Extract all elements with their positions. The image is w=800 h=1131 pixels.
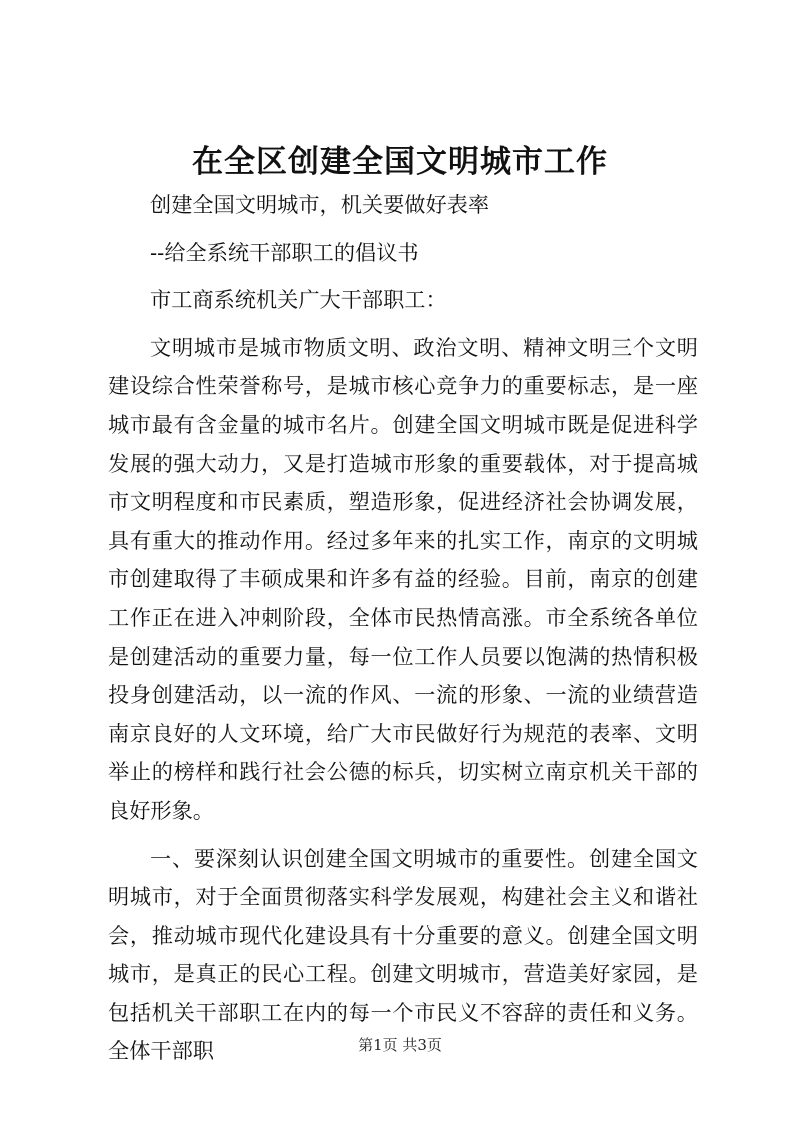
salutation: 市工商系统机关广大干部职工： — [150, 287, 447, 313]
spacer — [108, 272, 698, 281]
paragraph-1: 文明城市是城市物质文明、政治文明、精神文明三个文明建设综合性荣誉称号，是城市核心竞争力的重要标志，是一座城市最有含金量的城市名片。创建全国文明城市既是促进科学发展的强大动力，又是打造城市形象的重要载体，对于提高城市文明程度和市民素质，塑造形象，促进经济社会协调发展，具有重大的推动作用。经过多年来的扎实工作，南京的文明城市创建取得了丰硕成果和许多有益的经验。目前，南京的创建工作正在进入冲刺阶段，全体市民热情高涨。市全系统各单位是创建活动的重要力量，每一位工作人员要以饱满的热情积极投身创建活动，以一流的作风、一流的形象、一流的业绩营造南京良好的人文环境，给广大市民做好行为规范的表率、文明举止的榜样和践行社会公德的标兵，切实树立南京机关干部的良好形象。 — [108, 334, 698, 823]
document-title: 在全区创建全国文明城市工作 — [192, 144, 608, 180]
paragraph-2: 一、要深刻认识创建全国文明城市的重要性。创建全国文明城市，对于全面贯彻落实科学发展观，构建社会主义和谐社会，推动城市现代化建设具有十分重要的意义。创建全国文明城市，是真正的民心工程。创建文明城市，营造美好家园，是包括机关干部职工在内的每一个市民义不容辞的责任和义务。全体干部职 — [108, 845, 698, 1064]
spacer — [108, 320, 698, 329]
spacer — [108, 225, 698, 234]
spacer — [108, 831, 698, 840]
document-body — [108, 186, 698, 1071]
document-subheading: --给全系统干部职工的倡议书 — [150, 239, 419, 265]
document-subtitle: 创建全国文明城市，机关要做好表率 — [150, 192, 490, 217]
page-number-footer: 第1页 共3页 — [358, 1036, 442, 1054]
